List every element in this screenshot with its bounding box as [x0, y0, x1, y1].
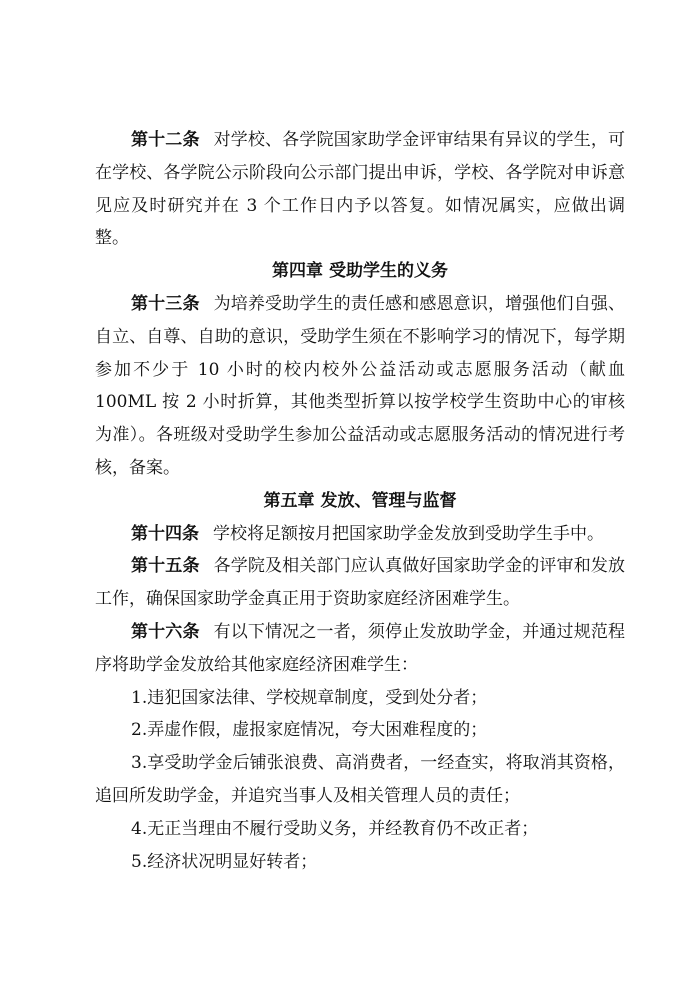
article-12 — [95, 124, 625, 255]
article-13 — [95, 288, 625, 485]
article-label: 第十六条 — [131, 621, 200, 642]
article-label: 第十二条 — [131, 130, 200, 150]
article-label: 第十五条 — [131, 556, 200, 577]
article-14 — [95, 518, 625, 551]
list-item: 3.享受助学金后铺张浪费、高消费者，一经查实，将取消其资格，追回所发助学金，并追究当事人及相关管理人员的责任； — [95, 753, 625, 806]
list-item: 5.经济状况明显好转者； — [131, 851, 318, 872]
list-item: 1.违犯国家法律、学校规章制度，受到处分者； — [131, 687, 488, 708]
article-text: 各学院及相关部门应认真做好国家助学金的评审和发放工作，确保国家助学金真正用于资助家庭经济困难学生。 — [95, 556, 626, 610]
document-body — [95, 124, 625, 878]
article-15 — [95, 550, 625, 616]
list-item: 2.弄虚作假，虚报家庭情况，夸大困难程度的； — [131, 720, 488, 741]
article-text: 为培养受助学生的责任感和感恩意识，增强他们自强、自立、自尊、自助的意识，受助学生须在不影响学习的情况下，每学期参加不少于 10 小时的校内校外公益活动或志愿服务活动（献血 100ML 按 2 小时折算，其他类型折算以按学校学生资助中心的审核为准）。各班级对受助学生参加公益活动或志愿服务活动的情况进行考核，备案。 — [95, 293, 626, 478]
list-item: 4.无正当理由不履行受助义务，并经教育仍不改正者； — [131, 818, 539, 839]
chapter-heading-5: 第五章 发放、管理与监督 — [263, 490, 457, 511]
article-text: 对学校、各学院国家助学金评审结果有异议的学生，可在学校、各学院公示阶段向公示部门提出申诉，学校、各学院对申诉意见应及时研究并在 3 个工作日内予以答复。如情况属实，应做出调整。 — [95, 130, 626, 249]
article-label: 第十三条 — [131, 293, 200, 314]
article-16 — [95, 616, 625, 682]
article-text: 有以下情况之一者，须停止发放助学金，并通过规范程序将助学金发放给其他家庭经济困难学生： — [95, 621, 626, 675]
article-label: 第十四条 — [131, 523, 199, 544]
chapter-heading-4: 第四章 受助学生的义务 — [272, 261, 448, 282]
article-text: 学校将足额按月把国家助学金发放到受助学生手中。 — [213, 523, 604, 544]
